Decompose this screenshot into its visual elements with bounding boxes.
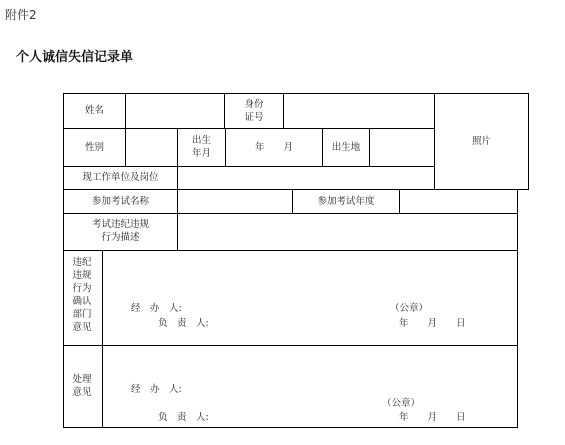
birth-date-field[interactable]: 年 月 [254, 142, 293, 153]
workplace-field[interactable] [178, 167, 434, 189]
photo-border-right [528, 93, 529, 190]
table-border-right [517, 189, 518, 428]
photo-box[interactable] [435, 94, 528, 189]
attachment-label: 附件2 [5, 8, 37, 22]
table-border-bottom [63, 427, 518, 428]
form-title: 个人诚信失信记录单 [16, 50, 134, 65]
gender-label: 性别 [84, 142, 104, 153]
exam-year-label: 参加考试年度 [317, 196, 375, 207]
name-label: 姓名 [84, 105, 104, 116]
violation-description-label: 考试违纪违规 行为描述 [91, 219, 149, 243]
id-number-field[interactable] [284, 94, 434, 128]
birth-date-label: 出生 年月 [191, 135, 211, 159]
exam-name-label: 参加考试名称 [91, 196, 149, 207]
responsible-person-label: 负 责 人: [158, 318, 209, 329]
birthplace-field[interactable] [370, 129, 434, 166]
date-label: 年 月 日 [399, 412, 466, 423]
responsible-person-label: 负 责 人: [158, 412, 209, 423]
handler-label: 经 办 人: [131, 384, 182, 395]
workplace-label: 现工作单位及岗位 [82, 172, 159, 183]
date-label: 年 月 日 [399, 318, 466, 329]
department-opinion-label: 违纪违规行为确认部门意见 [72, 257, 92, 333]
exam-name-field[interactable] [178, 190, 292, 213]
name-field[interactable] [126, 94, 224, 128]
photo-label: 照片 [471, 136, 491, 147]
gender-field[interactable] [126, 129, 177, 166]
handler-label: 经 办 人: [131, 303, 182, 314]
birthplace-label: 出生地 [331, 142, 361, 153]
official-seal-label: （公章） [390, 303, 429, 314]
violation-description-field[interactable] [178, 214, 517, 250]
exam-year-field[interactable] [400, 190, 517, 213]
department-opinion-field[interactable] [103, 251, 517, 345]
id-number-label: 身份 证号 [244, 99, 264, 123]
official-seal-label: （公章） [382, 398, 421, 409]
handling-opinion-label: 处理意见 [72, 374, 92, 398]
